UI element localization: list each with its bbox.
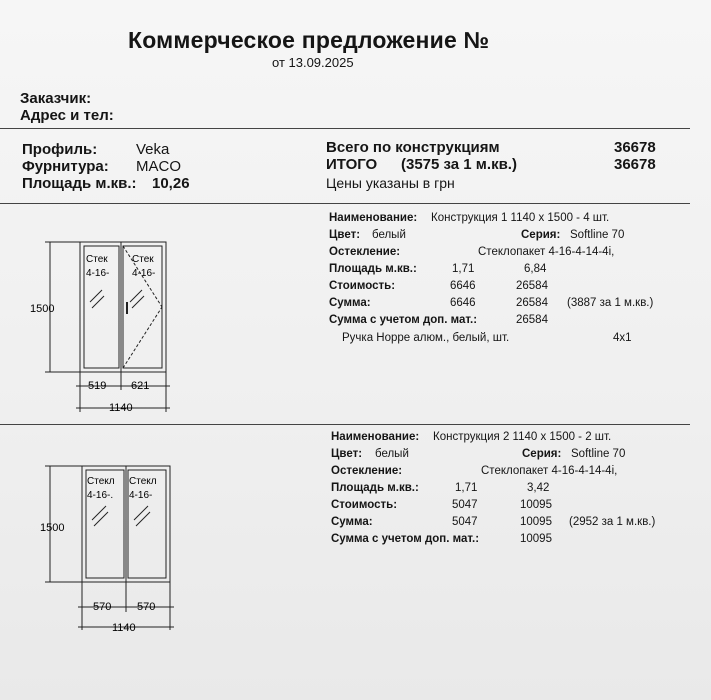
profile-value: Veka (136, 141, 170, 158)
construction-2-cost-total: 10095 (520, 499, 552, 511)
construction-2-color-value: белый (375, 448, 409, 460)
construction-1-color-value: белый (372, 229, 406, 241)
construction-1-cost-total: 26584 (516, 280, 548, 292)
address-label: Адрес и тел: (20, 107, 114, 124)
construction-1-cost-label: Стоимость: (329, 280, 396, 292)
construction-2-name-label: Наименование: (331, 431, 420, 443)
divider-summary (0, 203, 690, 204)
total-per-m2: (3575 за 1 м.кв.) (401, 156, 517, 173)
construction-2-sum-materials-label: Сумма с учетом доп. мат.: (331, 533, 480, 545)
construction-2-sum-label: Сумма: (331, 516, 373, 528)
construction-2-pane-left-text-2: 4-16-. (87, 490, 114, 501)
construction-2-series-label: Серия: (522, 448, 562, 460)
construction-2-series-value: Softline 70 (571, 448, 626, 460)
construction-1-sum-unit: 6646 (450, 297, 476, 309)
construction-2-pane-left-text-1: Стекл (87, 476, 115, 487)
construction-1-glazing-value: Стеклопакет 4-16-4-14-4i, (478, 246, 615, 258)
area-value: 10,26 (152, 175, 190, 192)
construction-1-name-value: Конструкция 1 1140 х 1500 - 4 шт. (431, 212, 610, 224)
document-title: Коммерческое предложение № (128, 27, 490, 53)
construction-2-sum-per-m2: (2952 за 1 м.кв.) (569, 516, 656, 528)
construction-1-name-label: Наименование: (329, 212, 418, 224)
construction-2-pane-right-text-1: Стекл (129, 476, 157, 487)
construction-2-sum-total: 10095 (520, 516, 552, 528)
construction-1-cost-unit: 6646 (450, 280, 476, 292)
total-value: 36678 (614, 156, 656, 173)
construction-2-sum-unit: 5047 (452, 516, 478, 528)
total-constructions-label: Всего по конструкциям (326, 139, 500, 156)
construction-2-area-unit: 1,71 (455, 482, 478, 494)
currency-note: Цены указаны в грн (326, 175, 455, 191)
construction-2-sum-materials-value: 10095 (520, 533, 552, 545)
construction-2-cost-unit: 5047 (452, 499, 478, 511)
construction-2-total-width-label: 1140 (112, 622, 136, 634)
divider-construction (0, 424, 690, 425)
construction-1-extra-qty: 4x1 (613, 332, 632, 344)
divider-top (0, 128, 690, 129)
construction-1-drawing (30, 232, 200, 422)
construction-2-pane-right-text-2: 4-16- (129, 490, 153, 501)
document-date: от 13.09.2025 (272, 55, 354, 70)
construction-1-extra-item: Ручка Hoppe алюм., белый, шт. (342, 332, 510, 344)
construction-1-right-width-label: 621 (131, 380, 150, 392)
construction-1-height-label: 1500 (30, 303, 55, 315)
construction-2-drawing (30, 458, 200, 638)
construction-1-area-label: Площадь м.кв.: (329, 263, 417, 275)
construction-1-area-unit: 1,71 (452, 263, 475, 275)
construction-2-color-label: Цвет: (331, 448, 363, 460)
construction-2-left-width-label: 570 (93, 601, 112, 613)
construction-1-glazing-label: Остекление: (329, 246, 401, 258)
construction-1-color-label: Цвет: (329, 229, 361, 241)
area-label: Площадь м.кв.: (22, 175, 137, 192)
construction-1-series-value: Softline 70 (570, 229, 625, 241)
construction-1-total-width-label: 1140 (109, 402, 133, 414)
construction-1-series-label: Серия: (521, 229, 561, 241)
total-constructions-value: 36678 (614, 139, 656, 156)
construction-1-pane-right-text-2: 4-16- (132, 268, 156, 279)
construction-1-sum-materials-label: Сумма с учетом доп. мат.: (329, 314, 478, 326)
construction-2-name-value: Конструкция 2 1140 х 1500 - 2 шт. (433, 431, 612, 443)
construction-2-height-label: 1500 (40, 522, 65, 534)
construction-1-pane-right-text-1: Стек (132, 254, 154, 265)
hardware-value: MACO (136, 158, 181, 175)
construction-1-sum-total: 26584 (516, 297, 548, 309)
construction-2-right-width-label: 570 (137, 601, 156, 613)
profile-label: Профиль: (22, 141, 98, 158)
hardware-label: Фурнитура: (22, 158, 109, 175)
construction-2-area-total: 3,42 (527, 482, 550, 494)
construction-2-cost-label: Стоимость: (331, 499, 398, 511)
construction-1-area-total: 6,84 (524, 263, 547, 275)
construction-1-pane-left-text-1: Стек (86, 254, 108, 265)
construction-2-area-label: Площадь м.кв.: (331, 482, 419, 494)
construction-1-pane-left-text-2: 4-16- (86, 268, 110, 279)
construction-1-left-width-label: 519 (88, 380, 107, 392)
construction-2-glazing-label: Остекление: (331, 465, 403, 477)
customer-label: Заказчик: (20, 90, 92, 107)
construction-2-glazing-value: Стеклопакет 4-16-4-14-4i, (481, 465, 618, 477)
construction-1-sum-label: Сумма: (329, 297, 371, 309)
construction-1-sum-per-m2: (3887 за 1 м.кв.) (567, 297, 654, 309)
construction-1-sum-materials-value: 26584 (516, 314, 548, 326)
total-label: ИТОГО (326, 156, 378, 173)
